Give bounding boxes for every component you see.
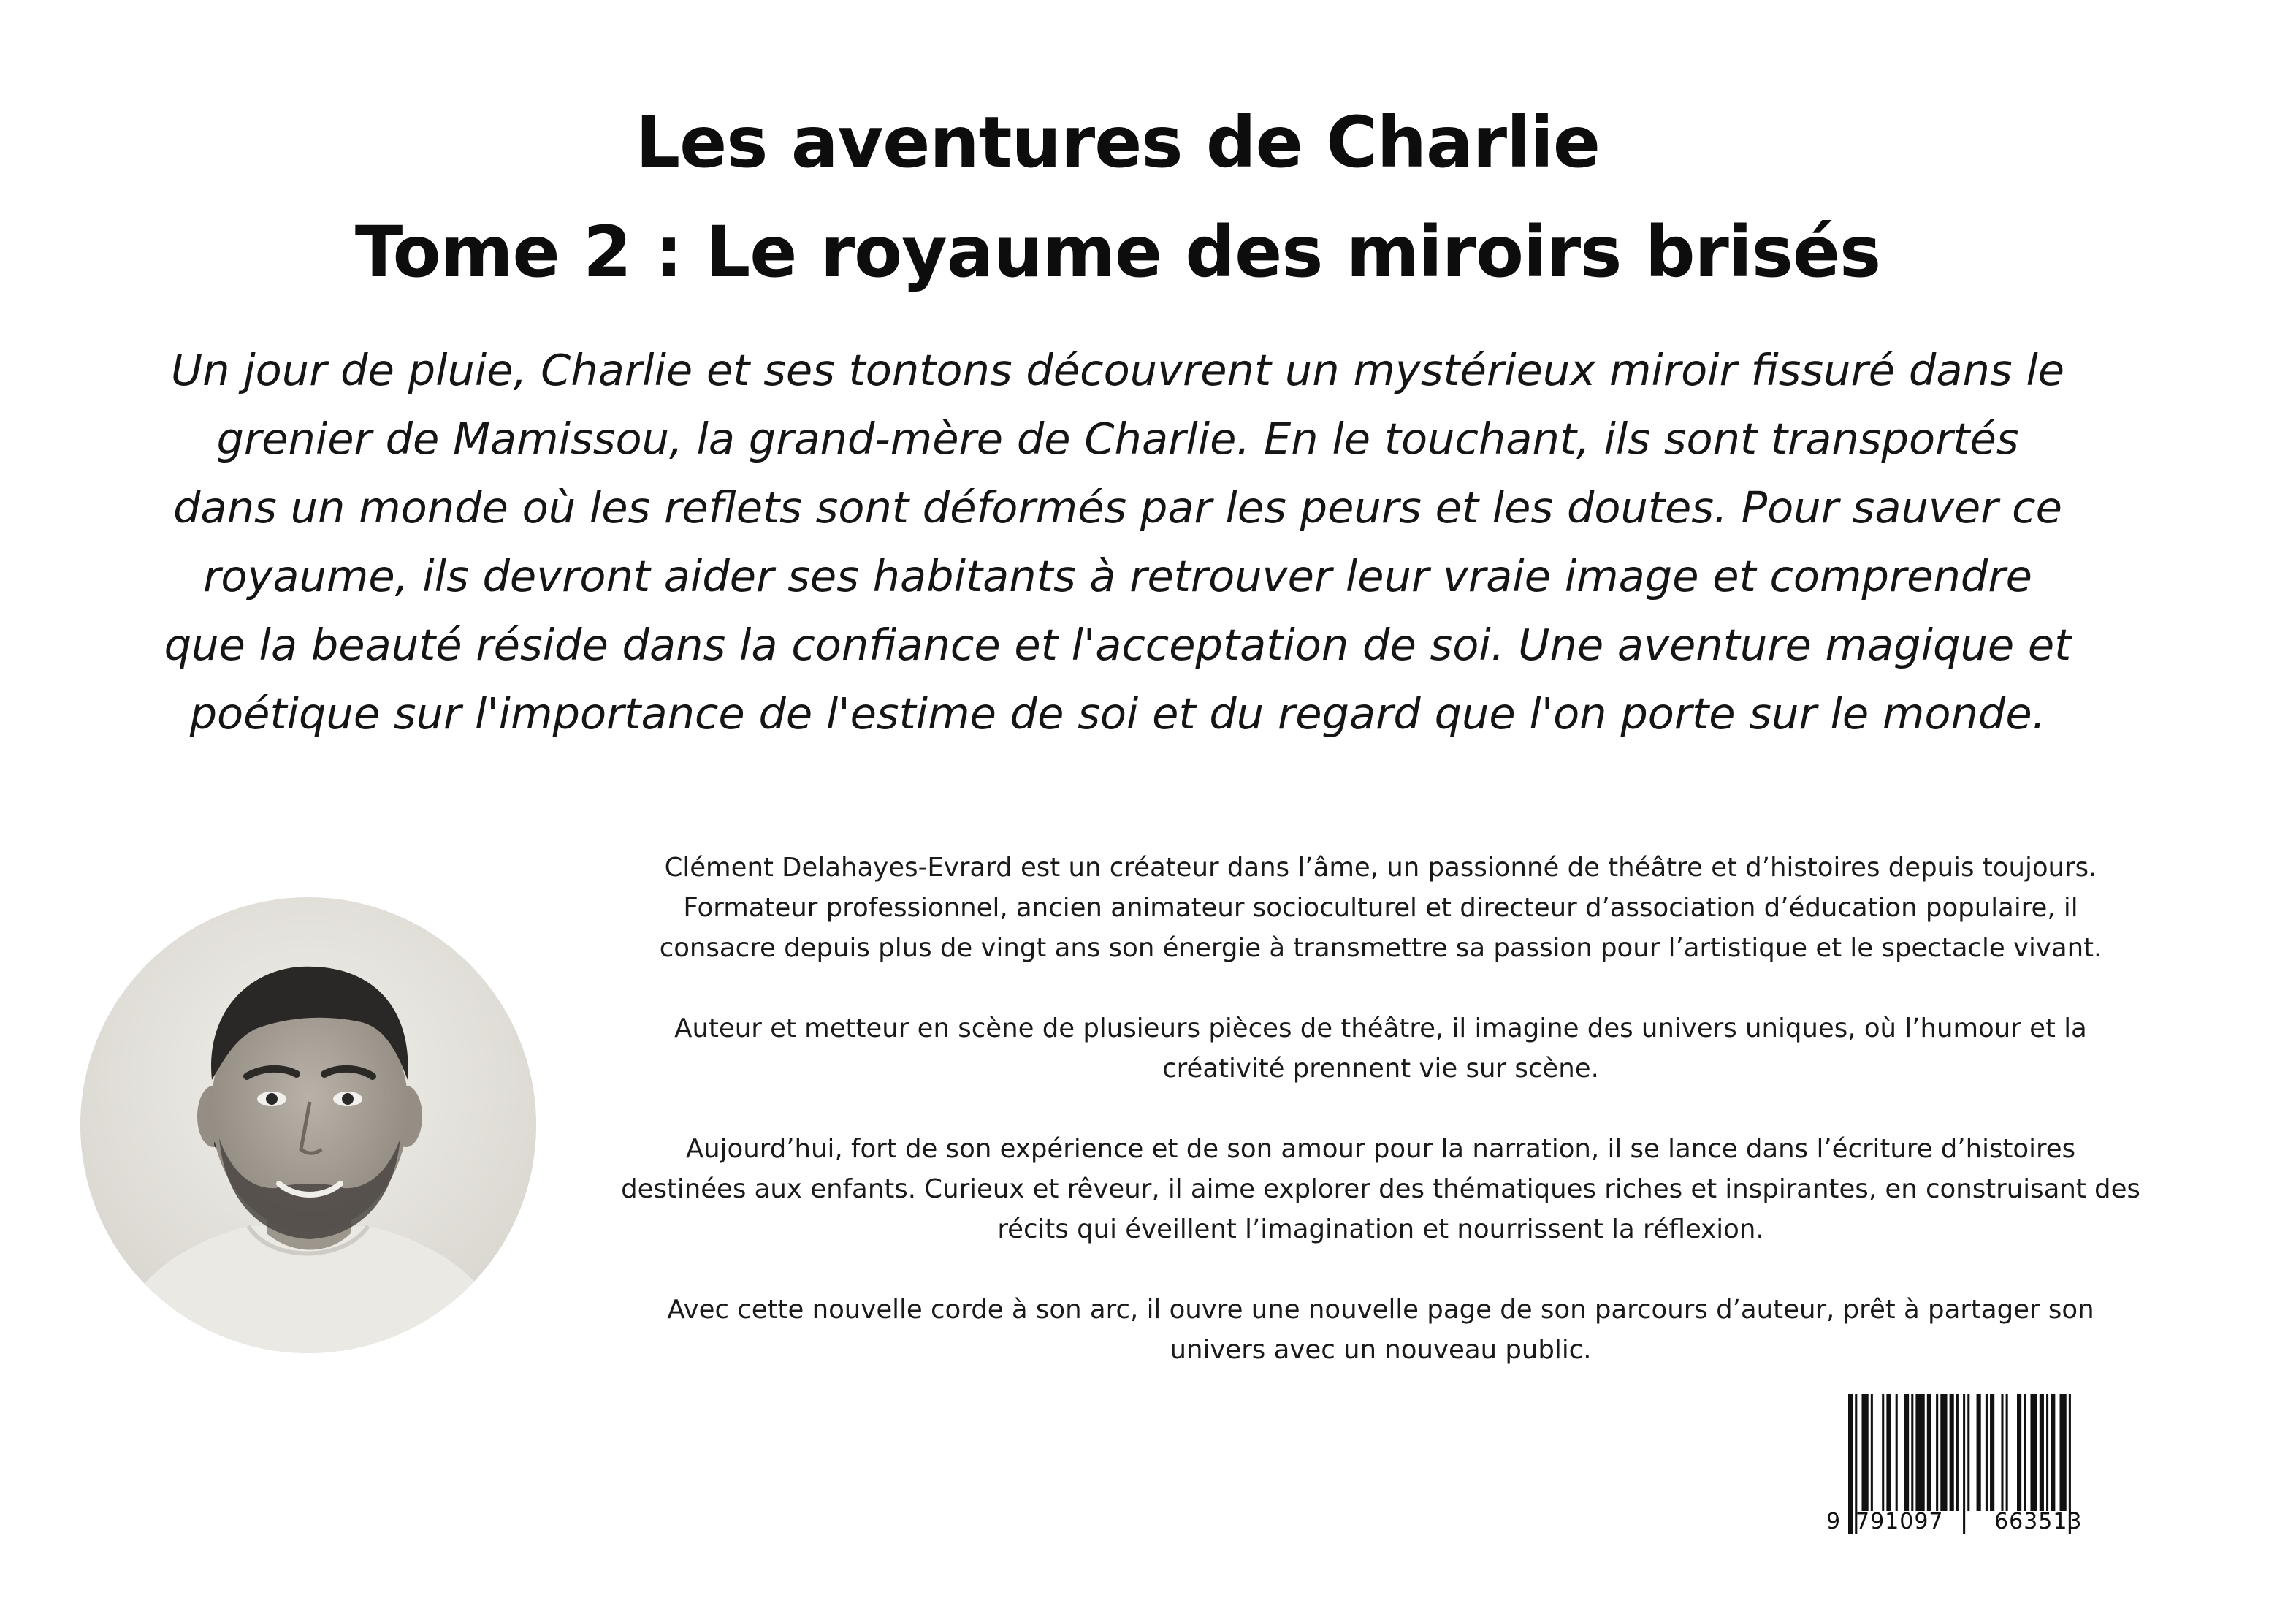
author-bio xyxy=(577,848,2184,1410)
bio-line: Auteur et metteur en scène de plusieurs pièces de théâtre, il imagine des univers uniques, où l’humour et la xyxy=(674,1013,2087,1043)
barcode-digit-first: 9 xyxy=(1826,1509,1842,1534)
barcode-bar xyxy=(1990,1394,1994,1511)
barcode-bar xyxy=(1963,1394,1965,1534)
barcode-bar xyxy=(2051,1394,2055,1511)
barcode-bar xyxy=(1871,1394,1873,1511)
author-portrait-icon xyxy=(80,897,536,1353)
barcode-bar xyxy=(1967,1394,1969,1511)
bio-line: univers avec un nouveau public. xyxy=(1170,1335,1592,1365)
synopsis xyxy=(58,336,2177,748)
barcode-bar xyxy=(2006,1394,2008,1511)
synopsis-line: dans un monde où les reflets sont déformés par les peurs et les doutes. Pour sauver ce xyxy=(173,482,2062,533)
barcode-bar xyxy=(1986,1394,1988,1511)
barcode-bar xyxy=(1904,1394,1909,1511)
barcode-bar xyxy=(1940,1394,1947,1511)
barcode-bar xyxy=(1896,1394,1898,1511)
synopsis-line: grenier de Mamissou, la grand-mère de Charlie. En le touchant, ils sont transportés xyxy=(216,414,2019,464)
barcode-bar xyxy=(2030,1394,2037,1511)
bio-paragraph xyxy=(577,1008,2184,1089)
bio-paragraph xyxy=(577,848,2184,968)
barcode-digits-right: 663513 xyxy=(1994,1509,2083,1534)
barcode-bar xyxy=(1848,1394,1853,1534)
bio-line: consacre depuis plus de vingt ans son énergie à transmettre sa passion pour l’artistique et le spectacle vivant. xyxy=(659,933,2102,963)
barcode-bar xyxy=(1936,1394,1938,1511)
author-portrait xyxy=(80,897,536,1353)
barcode-bar xyxy=(1882,1394,1884,1511)
barcode-bar xyxy=(1861,1394,1868,1511)
barcode-bar xyxy=(1915,1394,1924,1511)
bio-paragraph xyxy=(577,1290,2184,1370)
isbn-barcode xyxy=(1826,1388,2118,1542)
barcode-bar xyxy=(2001,1394,2003,1511)
barcode-digits-left: 791097 xyxy=(1856,1509,1944,1534)
bio-line: créativité prennent vie sur scène. xyxy=(1162,1054,1599,1084)
barcode-bar xyxy=(1911,1394,1913,1511)
barcode-bar xyxy=(1956,1394,1959,1511)
barcode-bar xyxy=(1886,1394,1891,1511)
barcode-bar xyxy=(2024,1394,2026,1511)
synopsis-line: Un jour de pluie, Charlie et ses tontons découvrent un mystérieux miroir fissuré dans le xyxy=(170,345,2065,395)
bio-line: Avec cette nouvelle corde à son arc, il ouvre une nouvelle page de son parcours d’auteur, prêt à partager son xyxy=(667,1295,2094,1325)
synopsis-line: royaume, ils devront aider ses habitants à retrouver leur vraie image et comprendre xyxy=(203,551,2032,601)
barcode-bar xyxy=(2060,1394,2067,1511)
book-title xyxy=(0,88,2235,307)
bio-line: récits qui éveillent l’imagination et nourrissent la réflexion. xyxy=(997,1214,1764,1244)
barcode-bar xyxy=(2040,1394,2044,1511)
barcode-bar xyxy=(1977,1394,1981,1511)
volume-title: Tome 2 : Le royaume des miroirs brisés xyxy=(354,211,1881,293)
bio-paragraph xyxy=(577,1129,2184,1249)
bio-line: Formateur professionnel, ancien animateur socioculturel et directeur d’association d’éducation populaire, il xyxy=(683,893,2078,923)
synopsis-line: que la beauté réside dans la confiance et l'acceptation de soi. Une aventure magique et xyxy=(164,620,2072,670)
series-title: Les aventures de Charlie xyxy=(636,102,1600,183)
bio-line: Aujourd’hui, fort de son expérience et de son amour pour la narration, il se lance dans l’écriture d’histoires xyxy=(685,1134,2076,1164)
bio-line: Clément Delahayes-Evrard est un créateur dans l’âme, un passionné de théâtre et d’histoires depuis toujours. xyxy=(664,853,2097,883)
barcode-bar xyxy=(2017,1394,2021,1511)
synopsis-line: poétique sur l'importance de l'estime de soi et du regard que l'on porte sur le monde. xyxy=(189,688,2046,739)
bio-line: destinées aux enfants. Curieux et rêveur, il aime explorer des thématiques riches et inspirantes, en construisant des xyxy=(621,1174,2140,1204)
barcode-bar xyxy=(1950,1394,1954,1511)
barcode-bar xyxy=(1927,1394,1931,1511)
barcode-bar xyxy=(2046,1394,2048,1511)
